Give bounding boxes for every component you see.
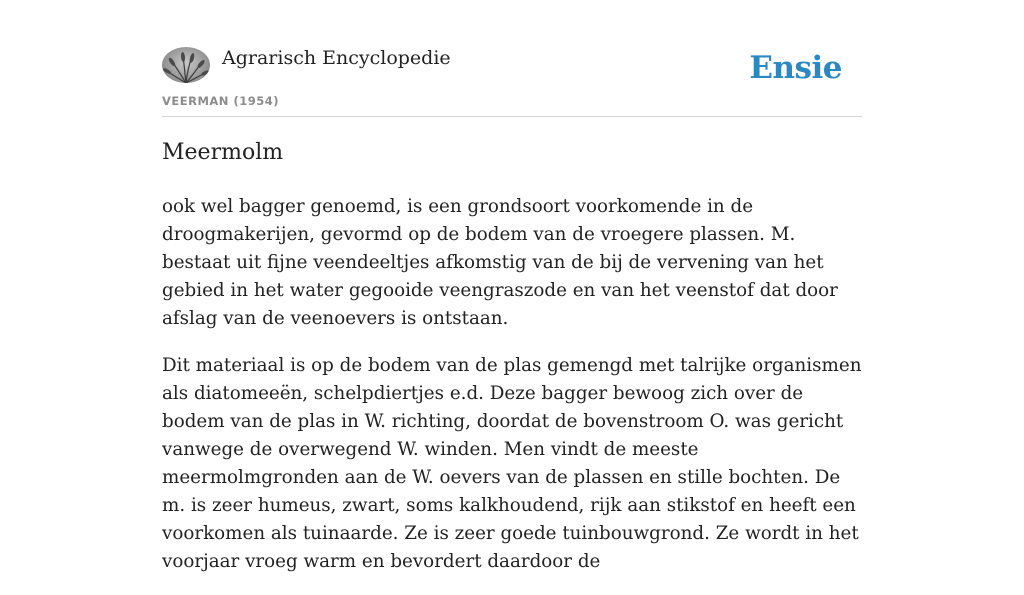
- article-paragraph: Dit materiaal is op de bodem van de plas gemengd met talrijke organismen als diatomeeën, schelpdiertjes e.d. Deze bagger bewoog zich over de bodem van de plas in W. richting, doordat de bovenstroom O. was gericht vanwege de overwegend W. winden. Men vindt de meeste meermolmgronden aan de W. oevers van de plassen en stille bochten. De m. is zeer humeus, zwart, soms kalkhoudend, rijk aan stikstof en heeft een voorkomen als tuinaarde. Ze is zeer goede tuinbouwgrond. Ze wordt in het voorjaar vroeg warm en bevordert daardoor de: [162, 355, 862, 572]
- publication-title[interactable]: Agrarisch Encyclopedie: [222, 47, 451, 69]
- wheat-ears-icon[interactable]: [162, 47, 210, 83]
- article-paragraph: ook wel bagger genoemd, is een grondsoort voorkomende in de droogmakerijen, gevormd op de bodem van de vroegere plassen. M. bestaat uit fijne veendeeltjes afkomstig van de bij de vervening van het gebied in het water gegooide veengraszode en van het veenstof dat door afslag van de veenoevers is ontstaan.: [162, 196, 838, 329]
- brand-logo[interactable]: Ensie: [749, 50, 842, 86]
- article-body: [162, 193, 862, 595]
- article-title: Meermolm: [162, 140, 284, 165]
- header: [162, 44, 862, 117]
- edition-label: VEERMAN (1954): [162, 94, 279, 108]
